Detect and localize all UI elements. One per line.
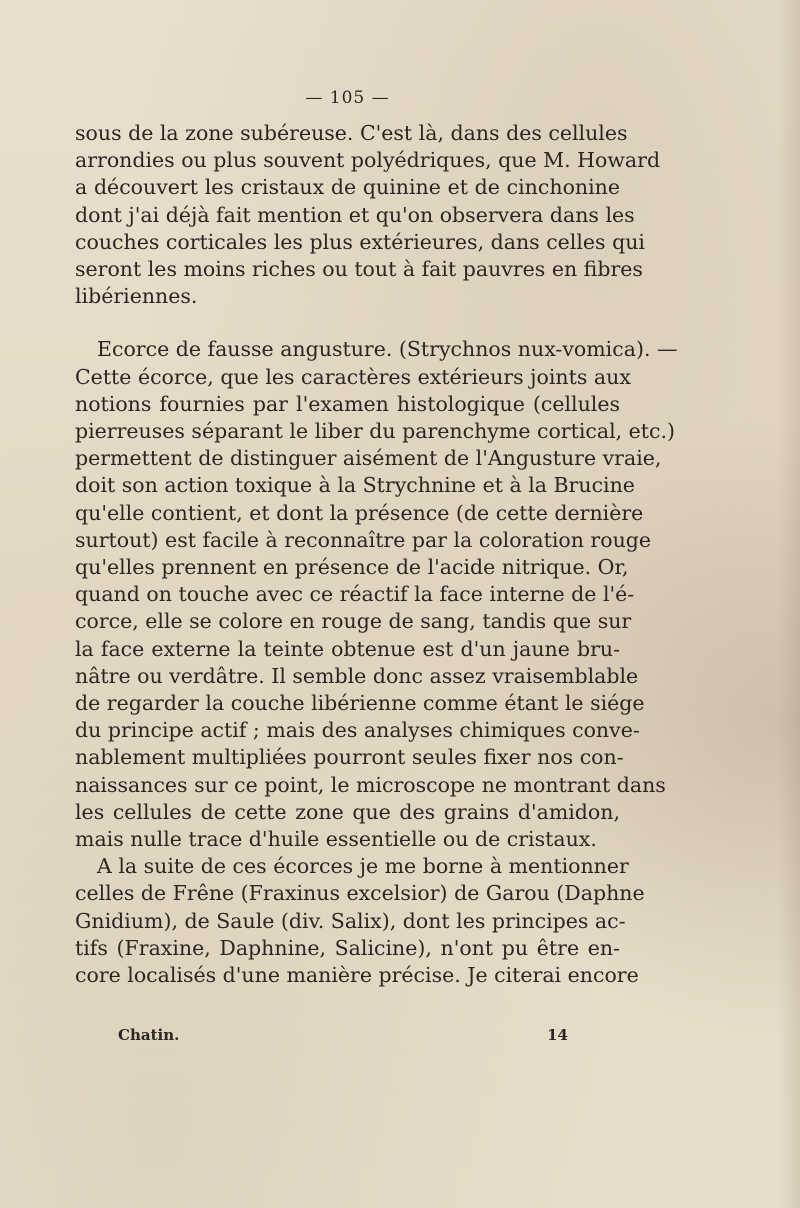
text-line: corce, elle se colore en rouge de sang, tandis que sur — [75, 609, 632, 634]
paragraph-2 — [75, 336, 678, 853]
text-line: dont j'ai déjà fait mention et qu'on observera dans les — [75, 202, 635, 227]
section-heading: Ecorce de fausse angusture. (Strychnos nux-vomica). — — [97, 337, 678, 362]
text-line: du principe actif ; mais des analyses chimiques conve- — [75, 718, 640, 743]
signature-mark: 14 — [547, 1026, 568, 1044]
text-line: de regarder la couche libérienne comme étant le siége — [75, 691, 645, 716]
paragraph-1 — [75, 120, 661, 310]
text-line: Gnidium), de Saule (div. Salix), dont les principes ac- — [75, 908, 626, 933]
text-line: les cellules de cette zone que des grains d'amidon, — [75, 799, 620, 824]
text-line: permettent de distinguer aisément de l'Angusture vraie, — [75, 446, 662, 471]
text-line: surtout) est facile à reconnaître par la coloration rouge — [75, 527, 652, 552]
text-line: a découvert les cristaux de quinine et de cinchonine — [75, 175, 620, 200]
paragraph-3 — [75, 853, 645, 989]
text-line: quand on touche avec ce réactif la face interne de l'é- — [75, 582, 635, 607]
text-line: la face externe la teinte obtenue est d'un jaune bru- — [75, 636, 620, 661]
text-line: A la suite de ces écorces je me borne à mentionner — [97, 854, 629, 879]
text-line: naissances sur ce point, le microscope ne montrant dans — [75, 772, 666, 797]
page-edge-shadow — [778, 0, 800, 1208]
paragraph-gap — [75, 310, 620, 336]
text-line: tifs (Fraxine, Daphnine, Salicine), n'ont pu être en- — [75, 935, 620, 960]
text-line: pierreuses séparant le liber du parenchyme cortical, etc.) — [75, 419, 676, 444]
footer-author: Chatin. — [118, 1026, 180, 1044]
text-line: seront les moins riches ou tout à fait pauvres en fibres — [75, 257, 643, 282]
text-line: notions fournies par l'examen histologique (cellules — [75, 391, 620, 416]
text-line: celles de Frêne (Fraxinus excelsior) de Garou (Daphne — [75, 881, 645, 906]
text-line: Cette écorce, que les caractères extérieurs joints aux — [75, 364, 631, 389]
text-line: couches corticales les plus extérieures, dans celles qui — [75, 229, 645, 254]
text-line: doit son action toxique à la Strychnine et à la Brucine — [75, 473, 635, 498]
text-block — [75, 88, 678, 989]
text-line: nâtre ou verdâtre. Il semble donc assez vraisemblable — [75, 663, 639, 688]
text-line: nablement multipliées pourront seules fixer nos con- — [75, 745, 624, 770]
page-number: — 105 — — [305, 88, 390, 108]
text-line: mais nulle trace d'huile essentielle ou de cristaux. — [75, 827, 597, 852]
text-line: qu'elle contient, et dont la présence (de cette dernière — [75, 500, 644, 525]
text-line: arrondies ou plus souvent polyédriques, que M. Howard — [75, 148, 661, 173]
text-line: sous de la zone subéreuse. C'est là, dans des cellules — [75, 121, 628, 145]
text-line: libériennes. — [75, 284, 198, 309]
text-line: qu'elles prennent en présence de l'acide nitrique. Or, — [75, 555, 629, 580]
page-footer — [118, 1026, 568, 1044]
text-line: core localisés d'une manière précise. Je citerai encore — [75, 963, 639, 988]
